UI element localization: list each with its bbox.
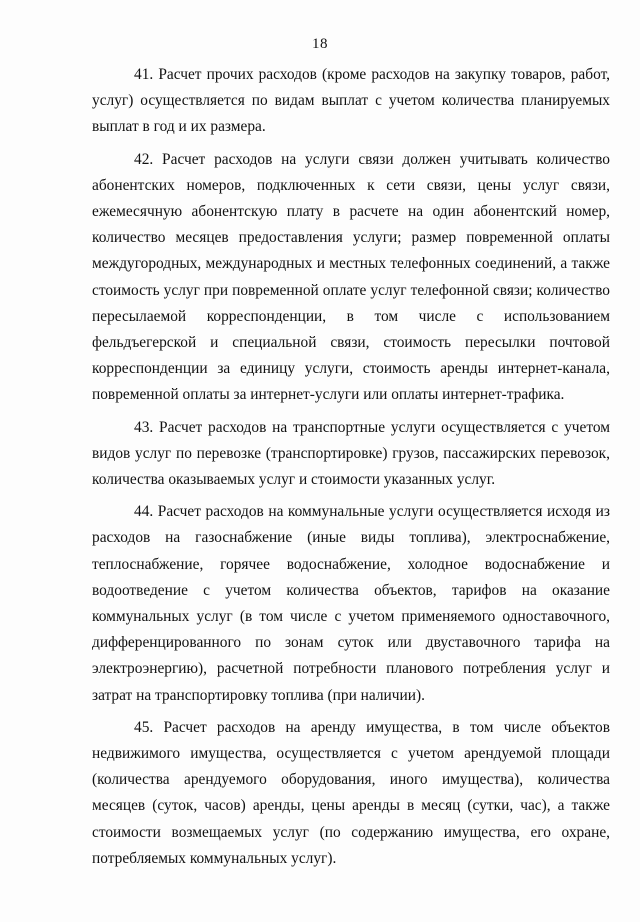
paragraph-42: 42. Расчет расходов на услуги связи должен учитывать количество абонентских номеров, подключенных к сети связи, цены услуг связи, ежемесячную абонентскую плату в расчете на один абонентский номер, количество месяцев предоставления услуги; размер повременной оплаты междугородных, международных и местных телефонных соединений, а также стоимость услуг при повременной оплате услуг телефонной связи; количество пересылаемой корреспонденции, в том числе с использованием фельдъегерской и специальной связи, стоимость пересылки почтовой корреспонденции за единицу услуги, стоимость аренды интернет-канала, повременной оплаты за интернет-услуги или оплаты интернет-трафика.: [92, 150, 610, 404]
paragraph-45: 45. Расчет расходов на аренду имущества, в том числе объектов недвижимого имущества, осуществляется с учетом арендуемой площади (количества арендуемого оборудования, иного имущества), количества месяцев (суток, часов) аренды, цены аренды в месяц (сутки, час), а также стоимости возмещаемых услуг (по содержанию имущества, его охране, потребляемых коммунальных услуг).: [92, 718, 610, 867]
paragraph-41: 41. Расчет прочих расходов (кроме расходов на закупку товаров, работ, услуг) осуществляется по видам выплат с учетом количества планируемых выплат в год и их размера.: [92, 66, 610, 136]
paragraph-44: 44. Расчет расходов на коммунальные услуги осуществляется исходя из расходов на газоснабжение (иные виды топлива), электроснабжение, теплоснабжение, горячее водоснабжение, холодное водоснабжение и водоотведение с учетом количества объектов, тарифов на оказание коммунальных услуг (в том числе с учетом применяемого одноставочного, дифференцированного по зонам суток или двуставочного тарифа на электроэнергию), расчетной потребности планового потребления услуг и затрат на транспортировку топлива (при наличии).: [92, 503, 610, 704]
paragraph-43: 43. Расчет расходов на транспортные услуги осуществляется с учетом видов услуг по перевозке (транспортировке) грузов, пассажирских перевозок, количества оказываемых услуг и стоимости указанных услуг.: [92, 418, 610, 489]
document-body: [92, 62, 610, 878]
page-number: 18: [312, 36, 328, 52]
